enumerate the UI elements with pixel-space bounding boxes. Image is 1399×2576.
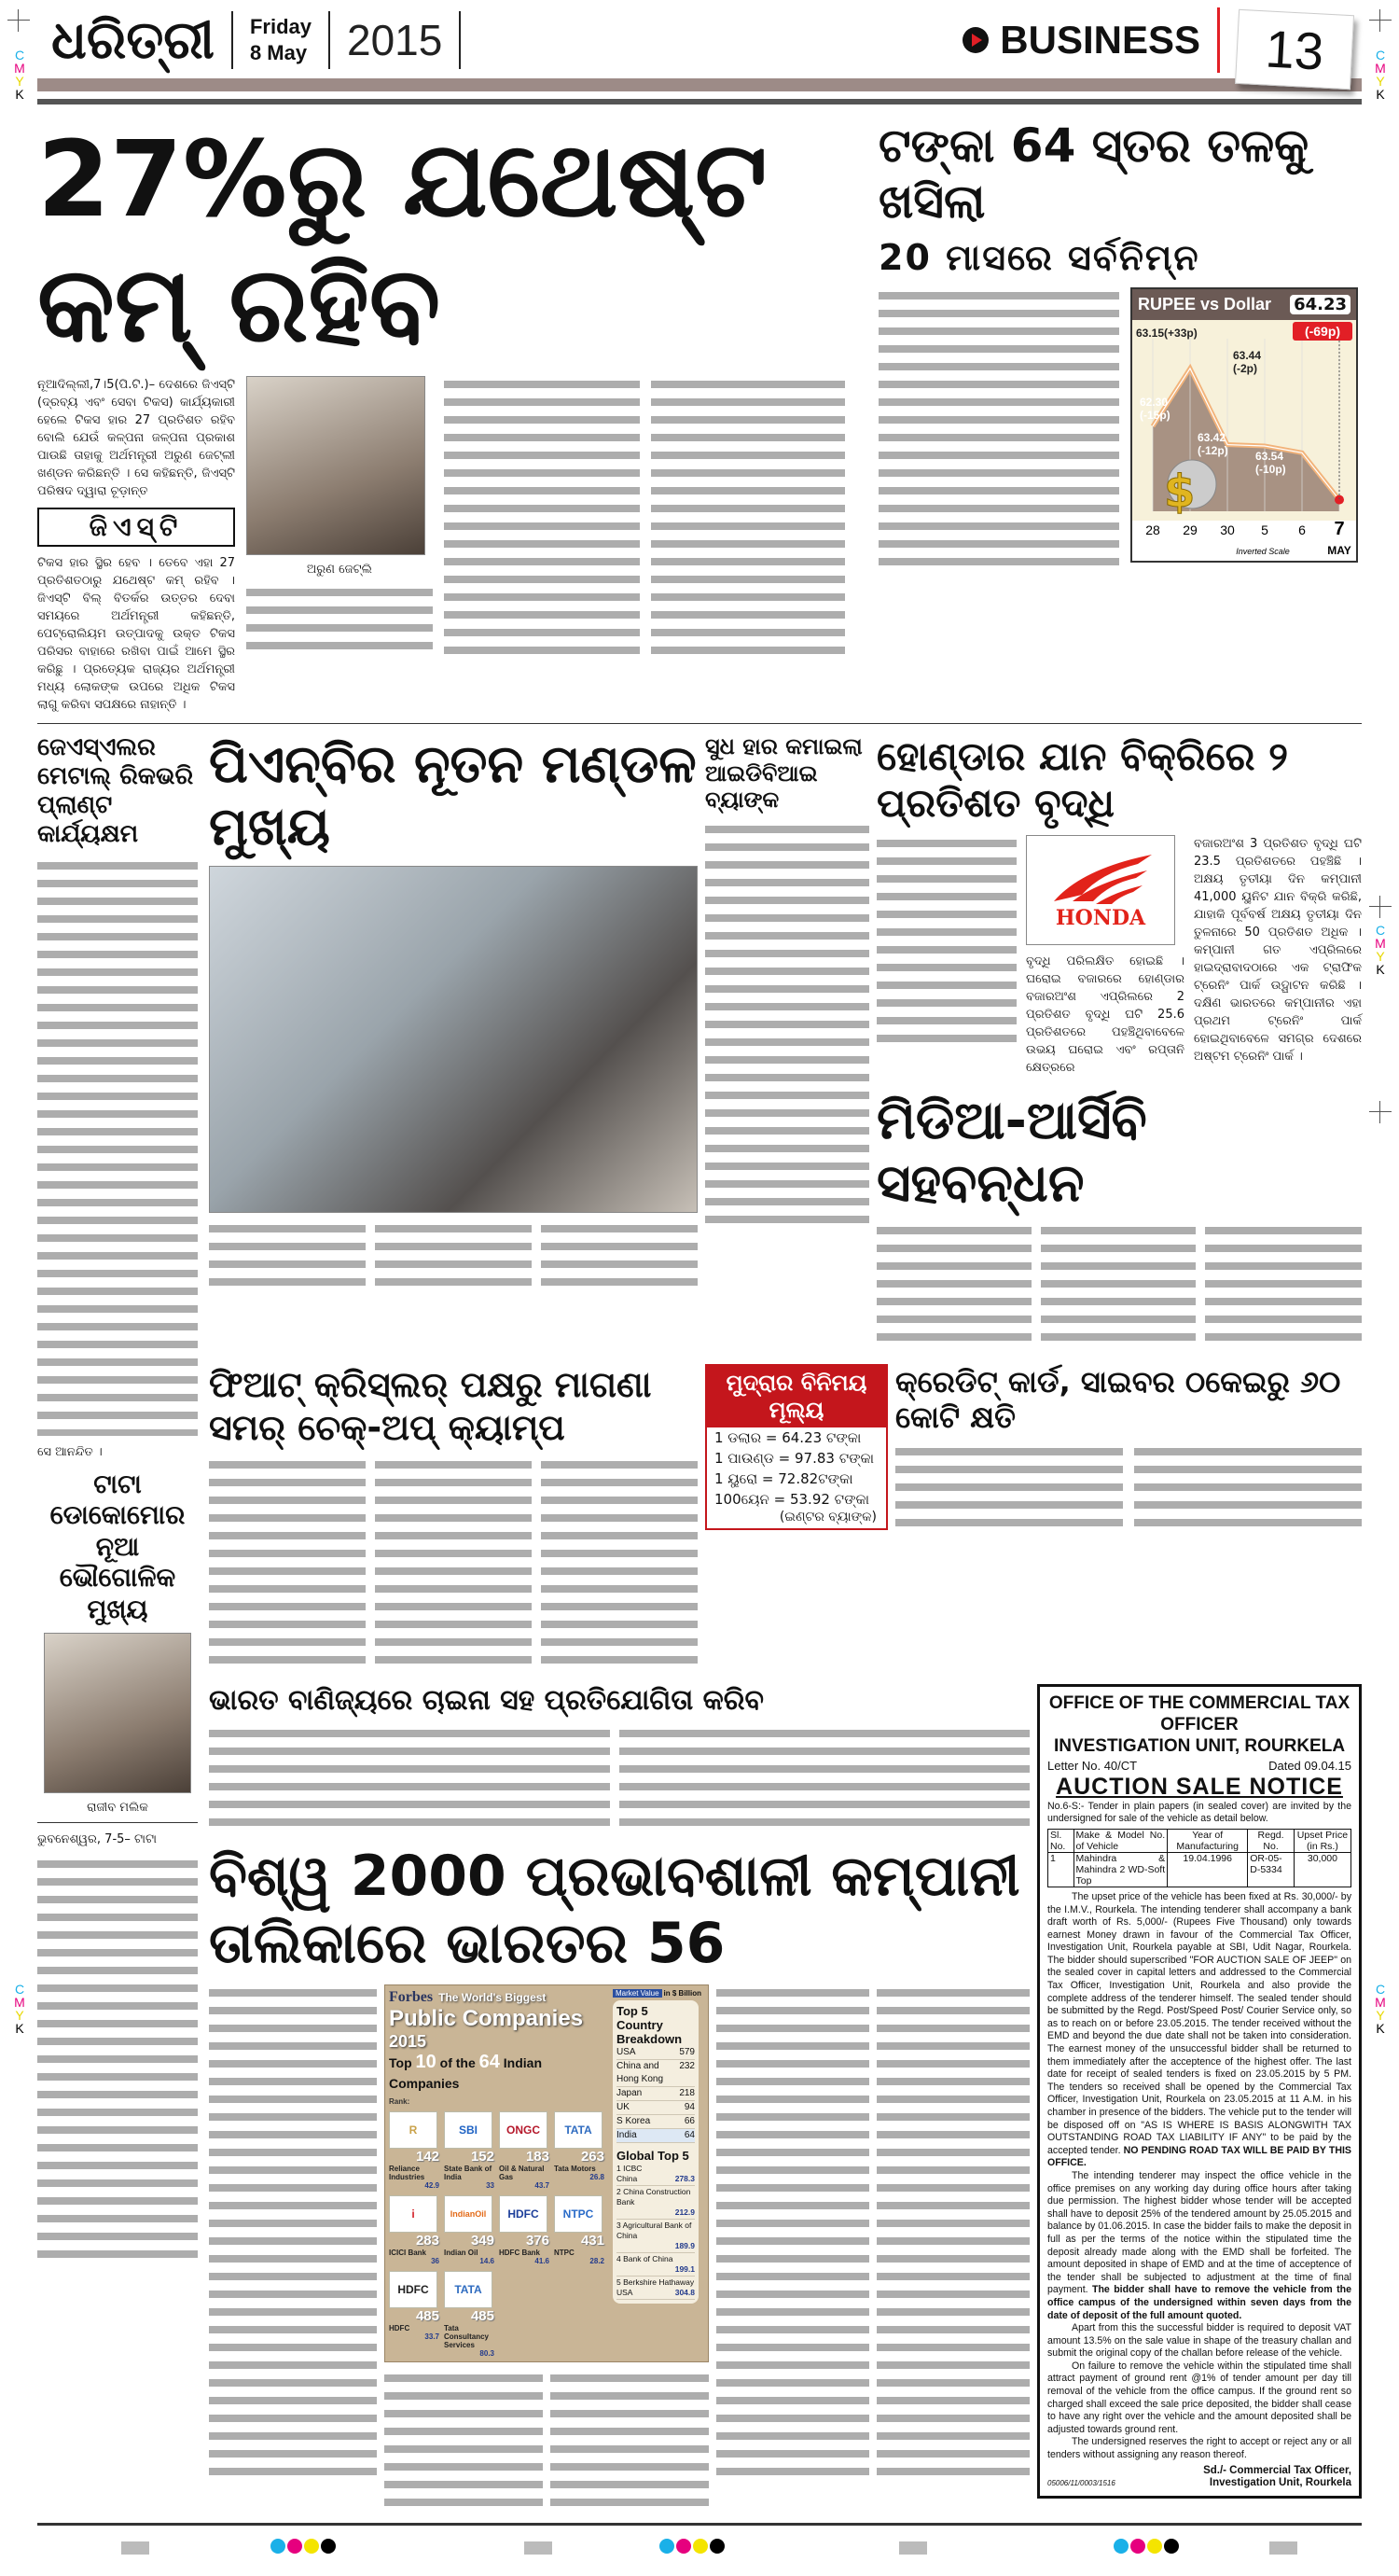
company-rank: 349 bbox=[470, 2233, 494, 2249]
pnb-headline: ପିଏନ୍ବିର ନୂତନ ମଣ୍ଡଳ ମୁଖ୍ୟ bbox=[209, 733, 697, 857]
cmyk-marks: C M Y K bbox=[1375, 1982, 1386, 2036]
company-card bbox=[499, 2111, 549, 2190]
chart-header bbox=[1132, 289, 1356, 320]
company-name: HDFC Bank bbox=[499, 2249, 541, 2258]
docomo-headline: ଟାଟା ଡୋକୋମୋର ନୂଆ ଭୌଗୋଳିକ ମୁଖ୍ୟ bbox=[49, 1468, 186, 1624]
notice-office-unit: INVESTIGATION UNIT, ROURKELA bbox=[1053, 1736, 1346, 1757]
cmyk-marks: C M Y K bbox=[14, 48, 25, 102]
market-value-label: Market Value bbox=[613, 1989, 662, 1998]
divider bbox=[231, 11, 233, 69]
forbes-subtitle: Top 10 of the 64 Indian Companies bbox=[389, 2052, 543, 2092]
x-tick-label: 28 bbox=[1145, 522, 1160, 537]
company-card bbox=[389, 2271, 439, 2358]
company-rank: 431 bbox=[580, 2233, 604, 2249]
company-logo-icon: HDFC bbox=[499, 2195, 547, 2233]
top-section bbox=[37, 118, 1362, 714]
honda-wing-icon bbox=[1045, 850, 1157, 906]
cmyk-marks: C M Y K bbox=[14, 1982, 25, 2036]
rule bbox=[37, 1822, 198, 1823]
global-company-row bbox=[616, 2277, 695, 2300]
company-name: State Bank of India bbox=[444, 2165, 492, 2182]
text-column bbox=[444, 376, 640, 656]
fiat-headline: ଫିଆଟ୍ କ୍ରିସ୍ଲର୍ ପକ୍ଷରୁ ମାଗଣା ସମର୍ ଚେକ୍-ଅପ୍ କ୍ୟାମ୍ପ bbox=[209, 1363, 652, 1448]
text-column bbox=[619, 1725, 1030, 1835]
jsl-headline: ଜେଏସ୍ଏଲର ମେଟାଲ୍ ରିକଭରି ପ୍ଲାଣ୍ଟ କାର୍ଯ୍ୟକ୍ଷମ bbox=[37, 732, 194, 849]
currency-rates-box bbox=[705, 1364, 888, 1530]
company-value: 26.8 bbox=[589, 2173, 604, 2182]
data-label: (-12p) bbox=[1198, 443, 1228, 457]
footer-rule bbox=[37, 2523, 1362, 2526]
country-count: 64 bbox=[684, 2130, 695, 2141]
notice-signature: Sd./- Commercial Tax Officer, bbox=[1203, 2464, 1351, 2476]
section-label: BUSINESS bbox=[963, 18, 1200, 63]
forbes-brand: Forbes bbox=[389, 1989, 434, 2006]
company-logo-icon: ONGC bbox=[499, 2111, 547, 2149]
text-column bbox=[877, 1222, 1032, 1351]
text-column bbox=[384, 2370, 543, 2510]
table-row: 1 Mahindra & Mahindra 2 WD-Soft Top 19.04.1996 OR-05-D-5334 30,000 bbox=[1048, 1852, 1351, 1887]
gray-swatch bbox=[121, 2541, 149, 2555]
notice-office: OFFICE OF THE COMMERCIAL TAX OFFICER bbox=[1048, 1693, 1351, 1735]
fiat-story bbox=[209, 1364, 698, 1671]
topic-label: ଜିଏସ୍ଟି bbox=[37, 508, 235, 547]
data-label: 63.15(+33p) bbox=[1136, 326, 1198, 340]
forbes-company-grid bbox=[389, 2111, 609, 2358]
idbi-headline: ସୁଧ ହାର କମାଇଲା ଆଇଡିବିଆଇ ବ୍ୟାଙ୍କ bbox=[705, 732, 863, 814]
section-rule bbox=[37, 723, 1362, 724]
country-count: 579 bbox=[679, 2047, 695, 2058]
text-column bbox=[209, 1984, 377, 2479]
country-count: 66 bbox=[684, 2116, 695, 2127]
company-rank: 183 bbox=[525, 2149, 549, 2165]
lead-paragraph: ଟିକସ ହାର ସ୍ଥିର ହେବ । ତେବେ ଏହା 27 ପ୍ରତିଶତଠାରୁ ଯଥେଷ୍ଟ କମ୍ ରହିବ । ଜିଏସ୍ଟି ବିଲ୍ ବିତର୍କର ଉତ୍ତର ଦେବା ସମୟରେ ଅର୍ଥମନ୍ତ୍ରୀ କହିଛନ୍ତି, ପେଟ୍ରୋଲିୟମ ଉତ୍ପାଦକୁ ଉକ୍ତ ଟିକସ ପରିସର ବାହାରେ ରଖିବା ପାଇଁ ଆମେ ସ୍ଥିର କରିଛୁ । ପ୍ରତ୍ୟେକ ରାଜ୍ୟର ଅର୍ଥମନ୍ତ୍ରୀ ମଧ୍ୟ ଲୋକଙ୍କ ଉପରେ ଅଧିକ ଟିକସ ଲାଗୁ କରିବା ସପକ୍ଷରେ ନାହାନ୍ତି । bbox=[37, 555, 235, 712]
forbes-sidebar bbox=[613, 2000, 699, 2304]
auction-notice-ad bbox=[1037, 1684, 1362, 2499]
text-column bbox=[705, 821, 869, 1232]
company-value: 14.6 bbox=[479, 2257, 494, 2266]
currency-row: 1 ଡଲାର = 64.23 ଟଙ୍କା bbox=[714, 1428, 862, 1446]
rank-label: Rank: bbox=[389, 2097, 410, 2107]
global-company-value: 278.3 bbox=[674, 2174, 695, 2184]
notice-code: 05006/11/0003/1516 bbox=[1047, 2479, 1115, 2488]
pnb-photo bbox=[209, 866, 698, 1213]
x-tick-label: 29 bbox=[1183, 522, 1198, 537]
notice-paragraph: On failure to remove the vehicle within the stipulated time shall attract payment of ground rent @1% of tender amount per day till removal of the vehicle from the office campus. If the ground rent so charged shall exceed the sale price deposited, the bidder shall cease to have any right over the vehicle and the amount deposited shall be adjusted towards ground rent. bbox=[1047, 2360, 1351, 2435]
forbes-title: Public Companies bbox=[389, 2006, 584, 2032]
company-value: 28.2 bbox=[589, 2257, 604, 2266]
divider bbox=[459, 11, 461, 69]
play-bullet-icon bbox=[963, 27, 989, 53]
data-label: (-15p) bbox=[1140, 408, 1170, 422]
table-header-row: Sl. No. Make & Model No. of Vehicle Year of Manufacturing Regd. No. Upset Price (in Rs.) bbox=[1048, 1829, 1351, 1852]
global-company-name: 3 Agricultural Bank of China bbox=[616, 2221, 692, 2241]
country-name: S Korea bbox=[616, 2116, 651, 2127]
chart-title: RUPEE vs Dollar bbox=[1138, 294, 1272, 313]
text-column bbox=[541, 1220, 698, 1293]
notice-paragraph: The upset price of the vehicle has been fixed at Rs. 30,000/- by the I.M.V., Rourkela. The intending tenderer shall accompany a bank draft worth of Rs. 5,000/- (Rupees Five Thousand) only towards earnest Money drawn in favour of the Commercial Tax Officer, Investigation Unit, Rourkela payable at SBI, Udit Nagar, Rourkela. The bidder should superscribed "FOR AUCTION SALE OF JEEP" on the sealed cover in capital letters and addressed to the Commercial Tax Officer, Investigation Unit, Rourkela and also provide the complete address of the tenderer himself. The sealed tender should be submitted by the Regd. Post/Speed Post/ Courier Service only, so as to reach on or before 23.05.2015. The tender received without the EMD and beyond the due date shall not be taken into consideration. The earnest money of the unsuccessful bidder shall be returned to them immediately after the acceptence of the highest offer. The last date for receipt of sealed tenders is fixed on 23.05.2015 by 5 PM. The tenders so received shall be opened by the Commercial Tax Officer, Investigation Unit, Rourkela on 23.05.2015 at 11 A.M. in his chamber in presence of the bidders. The vehicle put to the tender will be disposed off on "AS IS WHERE IS BASIS ALONGWITH TAX OUTSTANDING ROAD TAX LIABILITY IF ANY" to be paid by the accepted tender. NO PENDING ROAD TAX WILL BE PAID BY THIS OFFICE. bbox=[1047, 1890, 1351, 2169]
global-company-row bbox=[616, 2186, 695, 2220]
country-row bbox=[616, 2129, 695, 2143]
change-label: (-69p) bbox=[1304, 323, 1341, 339]
x-tick-label: 6 bbox=[1298, 522, 1306, 537]
gray-swatch bbox=[1269, 2541, 1297, 2555]
company-value: 36 bbox=[431, 2257, 439, 2266]
color-swatches bbox=[659, 2539, 727, 2557]
company-rank: 376 bbox=[525, 2233, 549, 2249]
company-card bbox=[444, 2271, 494, 2358]
currency-title: ମୁଦ୍ରାର ବିନିମୟ ମୂଲ୍ୟ bbox=[707, 1366, 886, 1427]
x-tick-label: 30 bbox=[1220, 522, 1235, 537]
notice-paragraph: The undersigned reserves the right to accept or reject any or all tenders without assigning any reason thereof. bbox=[1047, 2436, 1351, 2461]
company-value: 41.6 bbox=[534, 2257, 549, 2266]
country-name: China and Hong Kong bbox=[616, 2061, 664, 2085]
global-company-value: 212.9 bbox=[674, 2207, 695, 2218]
global-company-value: 189.9 bbox=[674, 2241, 695, 2251]
crop-mark-icon bbox=[1369, 9, 1392, 32]
company-rank: 485 bbox=[470, 2308, 494, 2325]
global-company-name: 4 Bank of China bbox=[616, 2254, 673, 2264]
honda-headline: ହୋଣ୍ଡାର ଯାନ ବିକ୍ରିରେ ୨ ପ୍ରତିଶତ ବୃଦ୍ଧି bbox=[877, 732, 1289, 827]
company-name: NTPC bbox=[554, 2249, 575, 2258]
lead-story bbox=[37, 118, 867, 714]
country-name: USA bbox=[616, 2047, 636, 2058]
notice-title: AUCTION SALE NOTICE bbox=[1056, 1773, 1343, 1800]
company-name: Oil & Natural Gas bbox=[499, 2165, 545, 2182]
global-company-value: 199.1 bbox=[674, 2264, 695, 2275]
masthead bbox=[37, 0, 1362, 104]
text-column bbox=[375, 1220, 532, 1293]
country-name: Japan bbox=[616, 2088, 643, 2099]
company-value: 33 bbox=[486, 2181, 494, 2191]
global-company-name: 1 ICBC bbox=[616, 2164, 643, 2174]
lead-headline: 27%ରୁ ଯଥେଷ୍ଟ କମ୍ ରହିବ bbox=[37, 119, 768, 367]
country-name: UK bbox=[616, 2102, 630, 2113]
notice-paragraph: Apart from this the successful bidder is required to deposit VAT amount 13.5% on the sale value in shape of the treasury challan and submit the original copy of the challan before release of the vehicle. bbox=[1047, 2322, 1351, 2360]
global-company-name: 5 Berkshire Hathaway bbox=[616, 2277, 695, 2288]
pnb-story bbox=[209, 733, 698, 1293]
rupee-story bbox=[879, 118, 1362, 567]
company-name: Indian Oil bbox=[444, 2249, 478, 2258]
data-point bbox=[1335, 494, 1344, 504]
text-column bbox=[541, 1456, 698, 1671]
country-row bbox=[616, 2115, 695, 2129]
notice-signature-unit: Investigation Unit, Rourkela bbox=[1209, 2477, 1351, 2489]
global-list bbox=[616, 2163, 695, 2300]
country-count: 94 bbox=[684, 2102, 695, 2113]
rupee-chart-plot bbox=[1132, 320, 1356, 561]
company-logo-icon: IndianOil bbox=[444, 2195, 492, 2233]
issue-year: 2015 bbox=[346, 16, 443, 64]
country-name: India bbox=[616, 2130, 637, 2141]
print-footer bbox=[37, 2539, 1362, 2576]
rupee-headline: ଟଙ୍କା 64 ସ୍ତର ତଳକୁ ଖସିଲା bbox=[879, 118, 1309, 229]
rupee-subheadline: 20 ମାସରେ ସର୍ବନିମ୍ନ bbox=[879, 237, 1200, 278]
currency-source: (ଇଣ୍ଟର ବ୍ୟାଙ୍କ) bbox=[779, 1509, 877, 1525]
data-label: 63.44 bbox=[1233, 348, 1262, 362]
jaitley-photo bbox=[246, 376, 425, 555]
text-column bbox=[1134, 1443, 1362, 1537]
left-column bbox=[37, 733, 198, 2266]
country-count: 232 bbox=[679, 2061, 695, 2072]
divider bbox=[1217, 7, 1220, 73]
crop-mark-icon bbox=[7, 9, 30, 32]
issue-date: Friday 8 May bbox=[249, 15, 312, 64]
text-column bbox=[209, 1456, 366, 1671]
data-label: 63.42 bbox=[1198, 430, 1226, 444]
country-row bbox=[616, 2101, 695, 2115]
text-column bbox=[550, 2370, 709, 2510]
forbes-headline: ବିଶ୍ୱ 2000 ପ୍ରଭାବଶାଳୀ କମ୍ପାନୀ ତାଲିକାରେ ଭାରତର 56 bbox=[209, 1844, 1020, 1977]
newspaper-logo: ଧରିତ୍ରୀ bbox=[51, 9, 215, 71]
text-column bbox=[716, 1984, 869, 2479]
dateline: ଭୁବନେଶ୍ୱର, 7-5– ଟାଟା bbox=[37, 1831, 157, 1846]
company-name: ICICI Bank bbox=[389, 2249, 427, 2258]
notice-paragraph: The intending tenderer may inspect the office vehicle in the office premises on any working day during office hours after taking due permission. The highest bidder whose tender will be accepted shall have to deposit 25% of the tendered amount by 25.05.2015 and balance by 01.06.2015. In case the bidder fails to make the deposit in full as per the terms of the notice within the stipulated time the deposit already made along with the EMD shall be forfeited. The amount deposited in shape of EMD and at the time of acceptence of the tender shall be subjected to adjustment at the time of final payment. The bidder shall have to remove the vehicle from the office campus of the undersigned within seven days from the date of deposit of the full amount quoted. bbox=[1047, 2169, 1351, 2321]
text-column bbox=[37, 1856, 198, 2266]
credit-story bbox=[895, 1364, 1362, 1537]
credit-fraud-headline: କ୍ରେଡିଟ୍ କାର୍ଡ, ସାଇବର ଠକେଇରୁ ୬୦ କୋଟି କ୍ଷତି bbox=[895, 1363, 1341, 1436]
masthead-rule bbox=[37, 99, 1362, 104]
company-rank: 263 bbox=[580, 2149, 604, 2165]
company-rank: 485 bbox=[415, 2308, 439, 2325]
forbes-kicker: The World's Biggest bbox=[438, 1991, 547, 2005]
global-top-title: Global Top 5 bbox=[616, 2149, 689, 2164]
text-column bbox=[877, 1984, 1030, 2479]
country-row bbox=[616, 2046, 695, 2060]
global-company-value: 304.8 bbox=[674, 2288, 695, 2298]
cmyk-marks: C M Y K bbox=[1375, 923, 1386, 977]
company-logo-icon: SBI bbox=[444, 2111, 492, 2149]
company-value: 43.7 bbox=[534, 2181, 549, 2191]
text-column bbox=[209, 1725, 610, 1835]
global-company-country: China bbox=[616, 2174, 638, 2184]
masthead-bar bbox=[37, 78, 1362, 91]
crop-mark-icon bbox=[1369, 896, 1392, 918]
company-name: Reliance Industries bbox=[389, 2165, 425, 2182]
text-column bbox=[37, 857, 198, 1436]
company-rank: 142 bbox=[415, 2149, 439, 2165]
company-name: Tata Motors bbox=[554, 2165, 596, 2174]
company-card bbox=[554, 2195, 604, 2265]
company-card bbox=[444, 2111, 494, 2190]
photo-caption: ଅରୁଣ ଜେଟ୍ଲି bbox=[307, 562, 372, 577]
photo-caption: ରାଜୀବ ମଲିକ bbox=[87, 1800, 148, 1815]
x-tick-label: 7 bbox=[1334, 518, 1345, 539]
scale-note: Inverted Scale bbox=[1236, 546, 1290, 556]
color-swatches bbox=[1114, 2539, 1181, 2557]
forbes-year: 2015 bbox=[389, 2032, 427, 2052]
page-number: 13 bbox=[1235, 9, 1354, 90]
company-rank: 283 bbox=[415, 2233, 439, 2249]
global-company-row bbox=[616, 2220, 695, 2253]
company-logo-icon: R bbox=[389, 2111, 437, 2149]
gray-swatch bbox=[524, 2541, 552, 2555]
company-logo-icon: TATA bbox=[554, 2111, 603, 2149]
chart-current-value: 64.23 bbox=[1290, 295, 1351, 314]
notice-intro: No.6-S:- Tender in plain papers (in sealed cover) are invited by the undersigned for sale of the vehicle as detail below. bbox=[1047, 1800, 1351, 1825]
x-month-label: MAY bbox=[1327, 543, 1351, 557]
data-label: (-2p) bbox=[1233, 361, 1257, 375]
honda-logo: HONDA bbox=[1026, 835, 1175, 945]
company-logo-icon: i bbox=[389, 2195, 437, 2233]
gray-swatch bbox=[899, 2541, 927, 2555]
company-card bbox=[444, 2195, 494, 2265]
text-column bbox=[375, 1456, 532, 1671]
rupee-chart bbox=[1130, 287, 1358, 563]
company-card bbox=[389, 2111, 439, 2190]
company-card bbox=[389, 2195, 439, 2265]
global-company-name: 2 China Construction Bank bbox=[616, 2187, 691, 2207]
company-value: 33.7 bbox=[424, 2332, 439, 2342]
global-company-country: USA bbox=[616, 2288, 633, 2298]
text-column bbox=[895, 1443, 1123, 1537]
currency-row: 100ୟେନ = 53.92 ଟଙ୍କା bbox=[714, 1490, 869, 1508]
text-column bbox=[246, 584, 433, 655]
honda-paragraph: ବୃଦ୍ଧି ପରିଲକ୍ଷିତ ହୋଇଛି । ଘରୋଇ ବଜାରରେ ହୋଣ୍ଡାର ବଜାରଅଂଶ ଏପ୍ରିଲରେ 2 ପ୍ରତିଶତ ବୃଦ୍ଧି ଘଟି 25.6 ପ୍ରତିଶତରେ ପହଞ୍ଚିଥିବାବେଳେ ଉଭୟ ଘରୋଇ ଏବଂ ରପ୍ତାନି କ୍ଷେତ୍ରରେ bbox=[1026, 954, 1184, 1075]
text-column bbox=[877, 835, 1017, 1048]
idbi-story bbox=[705, 733, 869, 1232]
company-logo-icon: TATA bbox=[444, 2271, 492, 2308]
company-card bbox=[554, 2111, 604, 2190]
company-card bbox=[499, 2195, 549, 2265]
company-value: 42.9 bbox=[424, 2181, 439, 2191]
x-tick-label: 5 bbox=[1261, 522, 1268, 537]
country-count: 218 bbox=[679, 2088, 695, 2099]
company-name: Tata Consultancy Services bbox=[444, 2324, 490, 2350]
vehicle-table bbox=[1047, 1829, 1351, 1887]
global-company-row bbox=[616, 2163, 695, 2186]
company-logo-icon: HDFC bbox=[389, 2271, 437, 2308]
divider bbox=[328, 11, 330, 69]
country-breakdown-title: Top 5 Country Breakdown bbox=[616, 2004, 683, 2047]
main-section bbox=[37, 733, 1362, 2510]
text-column bbox=[1041, 1222, 1196, 1351]
cmyk-marks: C M Y K bbox=[1375, 48, 1386, 102]
china-trade-headline: ଭାରତ ବାଣିଜ୍ୟରେ ଚାଇନା ସହ ପ୍ରତିଯୋଗିତା କରିବ bbox=[209, 1684, 765, 1718]
text-fragment: ସେ ଆନନ୍ଦିତ । bbox=[37, 1444, 103, 1459]
text-column bbox=[209, 1220, 366, 1293]
honda-media-stories bbox=[877, 733, 1362, 1351]
global-company-row bbox=[616, 2253, 695, 2277]
notice-ref: Letter No. 40/CT Dated 09.04.15 bbox=[1047, 1759, 1351, 1774]
company-logo-icon: NTPC bbox=[554, 2195, 603, 2233]
data-label: 62.30 bbox=[1140, 395, 1169, 409]
country-row bbox=[616, 2060, 695, 2087]
company-name: HDFC bbox=[389, 2324, 410, 2333]
honda-paragraph: ବଜାରଅଂଶ 3 ପ୍ରତିଶତ ବୃଦ୍ଧି ଘଟି 23.5 ପ୍ରତିଶତରେ ପହଞ୍ଚିଛି । ଅକ୍ଷୟ ତୃତୀୟା ଦିନ କମ୍ପାନୀ 41,000 ୟୁନିଟ ଯାନ ବିକ୍ରି କରିଛି, ଯାହାକି ପୂର୍ବବର୍ଷ ଅକ୍ଷୟ ତୃତୀୟା ଦିନ ତୁଳନାରେ 50 ପ୍ରତିଶତ ଅଧିକ । କମ୍ପାନୀ ଗତ ଏପ୍ରିଲରେ ହାଇଦ୍ରାବାଦଠାରେ ଏକ ଟ୍ରାଫିକ ଟ୍ରେନିଂ ପାର୍କ ଉଦ୍ଘାଟନ କରିଛି । ଦକ୍ଷିଣ ଭାରତରେ କମ୍ପାନୀର ଏହା ପ୍ରଥମ ଟ୍ରେନିଂ ପାର୍କ ହୋଇଥିବାବେଳେ ସମଗ୍ର ଦେଶରେ ଅଷ୍ଟମ ଟ୍ରେନିଂ ପାର୍କ । bbox=[1194, 836, 1362, 1064]
data-label: (-10p) bbox=[1255, 462, 1286, 476]
malik-photo bbox=[44, 1633, 191, 1793]
data-label: 63.54 bbox=[1255, 449, 1284, 463]
country-list bbox=[616, 2046, 695, 2143]
lead-paragraph: ନୂଆଦିଲ୍ଲୀ,7।5(ପି.ଟି.)– ଦେଶରେ ଜିଏସ୍ଟି (ଦ୍ରବ୍ୟ ଏବଂ ସେବା ଟିକସ) କାର୍ଯ୍ୟକାରୀ ହେଲେ ଟିକସ ହାର 27 ପ୍ରତିଶତ ରହିବ ବୋଲି ଯେଉଁ କଳ୍ପନା ଜଳ୍ପନା ପ୍ରକାଶ ପାଉଛି ତାହାକୁ ଅର୍ଥମନ୍ତ୍ରୀ ଅରୁଣ ଜେଟ୍ଲୀ ଖଣ୍ଡନ କରିଛନ୍ତି । ସେ କହିଛନ୍ତି, ଜିଏସ୍ଟି ପରିଷଦ ଦ୍ୱାରା ଚୂଡ଼ାନ୍ତ bbox=[37, 377, 235, 498]
color-swatches bbox=[270, 2539, 338, 2557]
text-column bbox=[1205, 1222, 1362, 1351]
currency-row: 1 ପାଉଣ୍ଡ = 97.83 ଟଙ୍କା bbox=[714, 1449, 875, 1467]
center-area bbox=[209, 733, 1362, 2510]
company-value: 80.3 bbox=[479, 2349, 494, 2359]
dollar-sign-icon: $ bbox=[1164, 465, 1196, 518]
crop-mark-icon bbox=[1369, 1101, 1392, 1123]
media-rcb-headline: ମିଡିଆ-ଆର୍ସିବି ସହବନ୍ଧନ bbox=[877, 1090, 1147, 1214]
forbes-graphic bbox=[384, 1984, 709, 2362]
unit-label: in $ Billion bbox=[663, 1989, 701, 1998]
currency-row: 1 ୟୁରୋ = 72.82ଟଙ୍କା bbox=[714, 1469, 853, 1487]
text-column bbox=[879, 287, 1119, 567]
text-column bbox=[651, 376, 845, 656]
company-rank: 152 bbox=[470, 2149, 494, 2165]
